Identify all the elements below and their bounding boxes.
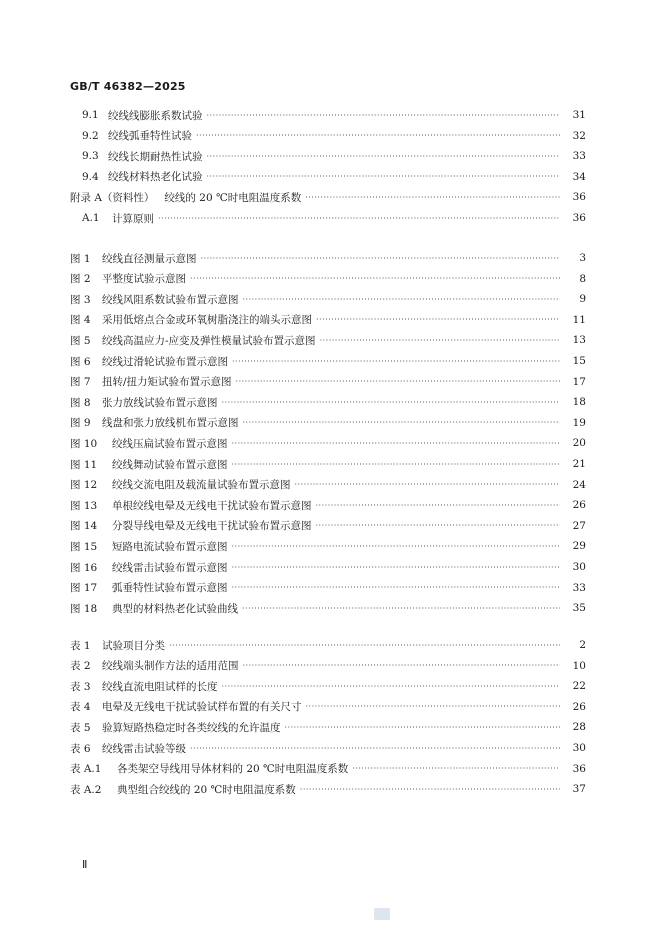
toc-entry[interactable] [0, 598, 662, 618]
toc-entry-title: 扭转/扭力矩试验布置示意图 [102, 376, 232, 389]
toc-entry-label: 表 5 [70, 721, 91, 734]
toc-leader-dots [242, 604, 560, 613]
toc-entry[interactable] [0, 759, 662, 779]
toc-leader-dots [190, 274, 560, 283]
toc-entry-title: 绞线雷击试验布置示意图 [112, 561, 228, 574]
toc-leader-dots [222, 682, 561, 691]
toc-entry[interactable] [0, 475, 662, 495]
toc-entry-title: 试验项目分类 [102, 639, 165, 652]
toc-leader-dots [190, 744, 560, 753]
toc-entry-label: 表 6 [70, 742, 91, 755]
toc-leader-dots [207, 172, 561, 181]
toc-entry-title: 绞线直流电阻试样的长度 [102, 680, 218, 693]
toc-entry-page: 31 [572, 109, 586, 121]
toc-entry-label: 图 10 [70, 437, 98, 450]
toc-entry-title: 绞线雷击试验等级 [102, 742, 186, 755]
toc-entry[interactable] [0, 248, 662, 268]
toc-entry[interactable] [0, 557, 662, 577]
toc-entry[interactable] [0, 310, 662, 330]
toc-entry-title: 绞线风阻系数试验布置示意图 [102, 293, 239, 306]
toc-entry-title: 绞线压扁试验布置示意图 [112, 437, 228, 450]
toc-entry[interactable] [0, 433, 662, 453]
toc-entry-label: 图 4 [70, 314, 91, 327]
toc-entry-label: 9.1 [82, 109, 99, 121]
toc-entry-label: 图 2 [70, 273, 91, 286]
toc-entry[interactable] [0, 289, 662, 309]
toc-entry-title: 电晕及无线电干扰试验试样布置的有关尺寸 [102, 701, 302, 714]
toc-entry[interactable] [0, 578, 662, 598]
toc-leader-dots [352, 764, 560, 773]
toc-leader-dots [232, 583, 561, 592]
toc-entry-page: 27 [572, 519, 586, 532]
toc-entry[interactable] [0, 697, 662, 717]
toc-leader-dots [201, 254, 561, 263]
toc-entry-label: 表 A.2 [70, 783, 102, 796]
toc-entry-label: 表 A.1 [70, 763, 102, 776]
toc-entry-page: 2 [579, 639, 586, 651]
toc-leader-dots [285, 723, 561, 732]
toc-entry-label: 9.3 [82, 150, 99, 163]
toc-entry[interactable] [0, 738, 662, 758]
toc-entry-page: 11 [572, 313, 586, 326]
toc-entry-label: 图 15 [70, 540, 98, 553]
toc-entry-title: 各类架空导线用导体材料的 20 ℃时电阻温度系数 [117, 763, 349, 776]
toc-entry-page: 29 [572, 540, 586, 553]
toc-entry-title: 绞线线膨胀系数试验 [108, 109, 203, 122]
toc-leader-dots [222, 398, 561, 407]
toc-entry[interactable] [0, 330, 662, 350]
toc-leader-dots [300, 785, 560, 794]
toc-entry-title: 单根绞线电晕及无线电干扰试验布置示意图 [112, 499, 312, 512]
toc-entry[interactable] [0, 779, 662, 799]
toc-entry-title: 分裂导线电晕及无线电干扰试验布置示意图 [112, 520, 312, 533]
toc-entry-page: 3 [579, 252, 586, 264]
toc-entry[interactable] [0, 167, 662, 187]
toc-entry-label: 图 18 [70, 602, 98, 615]
toc-leader-dots [243, 295, 561, 304]
toc-entry-page: 26 [572, 700, 586, 713]
toc-entry[interactable] [0, 392, 662, 412]
toc-entry[interactable] [0, 187, 662, 207]
toc-entry[interactable] [0, 208, 662, 228]
toc-entry-label: 图 11 [70, 458, 98, 471]
toc-entry-title: 绞线过滑轮试验布置示意图 [102, 355, 228, 368]
toc-leader-dots [232, 357, 560, 366]
toc-leader-dots [316, 521, 561, 530]
toc-entry[interactable] [0, 105, 662, 125]
toc-leader-dots [207, 111, 561, 120]
toc-leader-dots [207, 152, 561, 161]
toc-leader-dots [306, 702, 561, 711]
toc-entry-label: 图 17 [70, 582, 98, 595]
toc-entry-label: 图 13 [70, 499, 98, 512]
toc-entry-page: 30 [572, 742, 586, 754]
toc-entry[interactable] [0, 372, 662, 392]
toc-entry-label: 图 6 [70, 355, 91, 368]
toc-leader-dots [232, 439, 561, 448]
toc-entry-title: 绞线弧垂特性试验 [108, 130, 192, 143]
toc-leader-dots [232, 542, 561, 551]
toc-entry[interactable] [0, 676, 662, 696]
toc-entry-label: 图 12 [70, 479, 98, 492]
toc-entry-page: 37 [572, 783, 586, 796]
toc-entry-title: 绞线长期耐热性试验 [108, 150, 203, 163]
toc-leader-dots [320, 336, 560, 345]
toc-leader-dots [243, 418, 561, 427]
toc-leader-dots [295, 480, 561, 489]
toc-entry-page: 35 [572, 602, 586, 615]
toc-entry-label: 附录 A（资料性） [70, 191, 155, 204]
toc-entry-label: 图 9 [70, 417, 91, 430]
toc-entry-title: 弧垂特性试验布置示意图 [112, 582, 228, 595]
toc-entry-title: 绞线舞动试验布置示意图 [112, 458, 228, 471]
toc-leader-dots [316, 501, 561, 510]
toc-entry-page: 19 [572, 416, 586, 429]
toc-entry-page: 36 [572, 762, 586, 775]
toc-entry-label: 表 4 [70, 701, 91, 714]
toc-leader-dots [316, 315, 560, 324]
toc-entry-title: 计算原则 [112, 212, 154, 225]
toc-entry-page: 15 [572, 355, 586, 367]
toc-entry[interactable] [0, 536, 662, 556]
toc-leader-dots [243, 661, 561, 670]
toc-entry-title: 绞线材料热老化试验 [108, 171, 203, 184]
toc-entry-title: 验算短路热稳定时各类绞线的允许温度 [102, 721, 281, 734]
toc-entry-page: 34 [572, 170, 586, 183]
toc-entry[interactable] [0, 495, 662, 515]
toc-entry-title: 张力放线试验布置示意图 [102, 396, 218, 409]
toc-entry-label: 表 3 [70, 680, 91, 693]
toc-entry-label: A.1 [82, 212, 100, 224]
toc-leader-dots [196, 131, 560, 140]
toc-entry-page: 22 [572, 680, 586, 693]
toc-entry-label: 图 14 [70, 520, 98, 533]
toc-entry-page: 8 [579, 272, 586, 285]
toc-entry-title: 短路电流试验布置示意图 [112, 540, 228, 553]
toc-entry-page: 9 [579, 293, 586, 306]
toc-entry-page: 20 [572, 437, 586, 450]
toc-entry-page: 18 [572, 396, 586, 409]
toc-entry-title: 典型组合绞线的 20 ℃时电阻温度系数 [117, 783, 296, 796]
toc-leader-dots [232, 563, 561, 572]
toc-entry-page: 17 [572, 375, 586, 388]
toc-entry[interactable] [0, 717, 662, 737]
toc-entry-title: 绞线交流电阻及载流量试验布置示意图 [112, 479, 291, 492]
toc-leader-dots [158, 214, 560, 223]
toc-entry-title: 绞线直径测量示意图 [102, 252, 197, 265]
toc-entry[interactable] [0, 126, 662, 146]
toc-entry-page: 26 [572, 499, 586, 512]
toc-entry[interactable] [0, 454, 662, 474]
toc-leader-dots [305, 193, 560, 202]
toc-entry-label: 图 16 [70, 561, 98, 574]
toc-entry-title: 绞线高温应力-应变及弹性模量试验布置示意图 [102, 334, 316, 347]
toc-entry-title: 绞线端头制作方法的适用范围 [102, 660, 239, 673]
toc-entry-title: 采用低熔点合金或环氧树脂浇注的端头示意图 [102, 314, 312, 327]
toc-entry-title: 线盘和张力放线机布置示意图 [102, 417, 239, 430]
toc-entry[interactable] [0, 351, 662, 371]
watermark-logo [374, 908, 390, 920]
toc-entry[interactable] [0, 146, 662, 166]
toc-entry-label: 图 5 [70, 334, 91, 347]
toc-entry-page: 33 [572, 581, 586, 594]
toc-entry-label: 表 1 [70, 639, 91, 652]
toc-entry[interactable] [0, 269, 662, 289]
toc-entry-title: 典型的材料热老化试验曲线 [112, 602, 238, 615]
toc-entry-label: 图 8 [70, 396, 91, 409]
toc-entry-label: 图 3 [70, 293, 91, 306]
toc-entry-page: 13 [572, 334, 586, 347]
toc-entry-title: 绞线的 20 ℃时电阻温度系数 [164, 191, 302, 204]
toc-entry[interactable] [0, 656, 662, 676]
toc-entry-label: 9.2 [82, 129, 99, 142]
toc-entry-label: 图 7 [70, 376, 91, 389]
toc-entry-page: 10 [572, 659, 586, 672]
toc-entry-page: 36 [572, 212, 586, 224]
toc-entry-label: 表 2 [70, 660, 91, 673]
toc-entry-page: 33 [572, 150, 586, 163]
toc-entry-page: 21 [572, 458, 586, 470]
toc-entry-page: 36 [572, 191, 586, 204]
toc-leader-dots [232, 460, 561, 469]
toc-entry-label: 图 1 [70, 252, 91, 265]
page-number-footer: Ⅱ [82, 858, 88, 871]
toc-entry[interactable] [0, 413, 662, 433]
toc-entry[interactable] [0, 516, 662, 536]
toc-leader-dots [236, 377, 560, 386]
toc-entry-page: 24 [572, 478, 586, 491]
toc-entry[interactable] [0, 635, 662, 655]
toc-leader-dots [169, 641, 560, 650]
toc-entry-label: 9.4 [82, 170, 99, 183]
toc-entry-page: 28 [572, 721, 586, 734]
document-code-header: GB/T 46382—2025 [70, 80, 186, 93]
toc-entry-page: 30 [572, 561, 586, 573]
toc-entry-title: 平整度试验示意图 [102, 273, 186, 286]
toc-entry-page: 32 [572, 129, 586, 142]
